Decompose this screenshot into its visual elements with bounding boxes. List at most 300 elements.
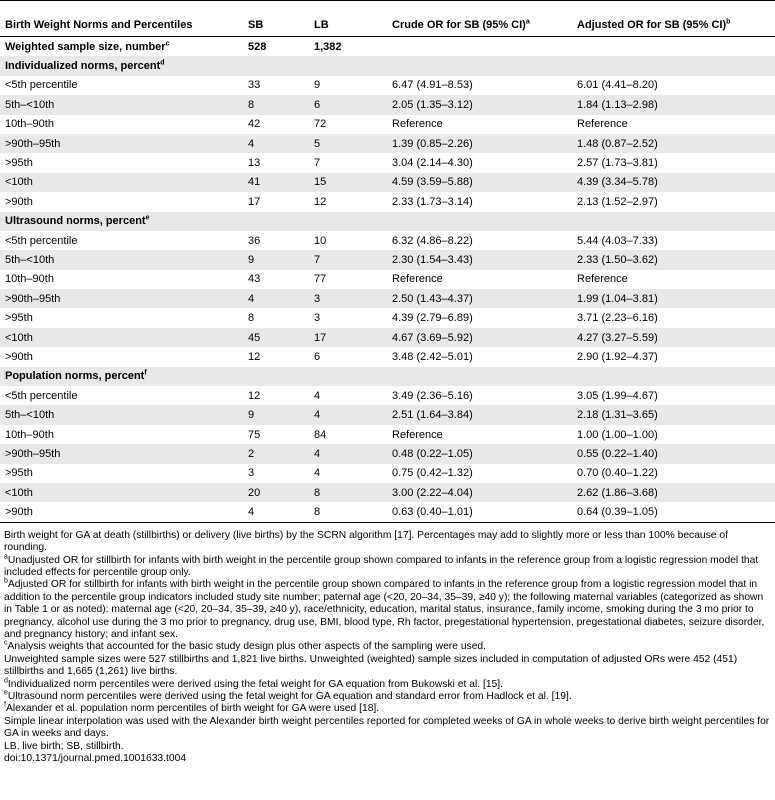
data-cell: [387, 270, 572, 289]
cell-value: 13: [248, 157, 261, 170]
cell-value: 0.55 (0.22–1.40): [577, 447, 658, 460]
footnote-marker: e: [145, 214, 150, 222]
cell-value: 15: [314, 176, 327, 189]
cell-value: 1.48 (0.87–2.52): [577, 137, 658, 150]
row-label-cell: [0, 134, 243, 153]
section-row: [0, 212, 775, 231]
data-cell: [309, 347, 387, 366]
data-cell: [387, 115, 572, 134]
row-label: >90th–95th: [5, 292, 61, 305]
cell-value: 7: [314, 157, 321, 170]
row-label: <10th: [5, 176, 33, 189]
data-cell: [572, 483, 775, 502]
data-cell: [309, 153, 387, 172]
data-cell: [387, 405, 572, 424]
row-label: >90th–95th: [5, 137, 61, 150]
data-cell: [243, 502, 309, 522]
row-label: 10th–90th: [5, 428, 54, 441]
cell-value: Reference: [577, 273, 628, 286]
cell-value: 5: [314, 137, 321, 150]
data-cell: [309, 308, 387, 327]
cell-value: 3: [314, 292, 321, 305]
data-cell: [243, 464, 309, 483]
data-cell: [243, 483, 309, 502]
data-cell: [309, 502, 387, 522]
table-row: [0, 483, 775, 502]
footnote: [4, 691, 773, 703]
footnote-text: LB, live birth; SB, stillbirth.: [4, 740, 124, 752]
row-label: <5th percentile: [5, 234, 78, 247]
footnote-text: Individualized norm percentiles were derived using the fetal weight for GA equation from Bukowski et al. [15].: [7, 678, 503, 690]
data-cell: [309, 134, 387, 153]
data-cell: [572, 367, 775, 386]
data-cell: [387, 386, 572, 405]
cell-value: 9: [248, 409, 255, 422]
row-label: >90th–95th: [5, 447, 61, 460]
data-cell: [572, 231, 775, 250]
data-cell: [387, 483, 572, 502]
data-cell: [243, 153, 309, 172]
data-cell: [243, 115, 309, 134]
cell-value: 4.27 (3.27–5.59): [577, 331, 658, 344]
section-row: [0, 56, 775, 75]
table-header: [0, 1, 775, 37]
row-label-cell: [0, 56, 243, 75]
data-cell: [309, 367, 387, 386]
data-cell: [309, 173, 387, 192]
data-cell: [572, 444, 775, 463]
footnote-marker: f: [144, 369, 147, 377]
cell-value: 33: [248, 79, 261, 92]
footnote-marker: b: [4, 577, 8, 585]
data-cell: [387, 134, 572, 153]
data-cell: [387, 289, 572, 308]
footnote-marker: c: [165, 40, 170, 48]
footnote-marker: a: [4, 553, 8, 561]
cell-value: 4.59 (3.59–5.88): [392, 176, 473, 189]
row-label-cell: [0, 76, 243, 95]
data-cell: [387, 328, 572, 347]
table-row: [0, 347, 775, 366]
data-cell: [309, 444, 387, 463]
cell-value: Reference: [392, 428, 443, 441]
cell-value: 4.67 (3.69–5.92): [392, 331, 473, 344]
footnote-text: Alexander et al. population norm percentiles of birth weight for GA were used [18].: [5, 703, 380, 715]
table-row: [0, 405, 775, 424]
data-cell: [309, 386, 387, 405]
data-cell: [387, 502, 572, 522]
row-label-cell: [0, 37, 243, 57]
row-label: <5th percentile: [5, 389, 78, 402]
footnote-text: Birth weight for GA at death (stillbirths) or delivery (live births) by the SCRN algorithm [17]. Percentages may add to slightly more or less than 100% because of rounding.: [4, 529, 728, 554]
column-header-label: LB: [314, 18, 329, 31]
cell-value: 9: [314, 79, 321, 92]
data-cell: [572, 56, 775, 75]
row-label: >90th: [5, 195, 33, 208]
data-cell: [387, 212, 572, 231]
data-cell: [572, 502, 775, 522]
cell-value: 43: [248, 273, 261, 286]
data-cell: [243, 367, 309, 386]
cell-value: 17: [314, 331, 327, 344]
data-cell: [243, 173, 309, 192]
cell-value: Reference: [392, 118, 443, 131]
footnote-text: doi:10.1371/journal.pmed.1001633.t004: [4, 753, 187, 765]
row-label-cell: [0, 308, 243, 327]
cell-value: 17: [248, 195, 261, 208]
footnote-text: Ultrasound norm percentiles were derived using the fetal weight for GA equation and standard error from Hadlock et al. [19].: [7, 691, 572, 703]
cell-value: 12: [314, 195, 327, 208]
row-label: Ultrasound norms, percent: [5, 215, 146, 228]
row-label-cell: [0, 231, 243, 250]
column-header: [309, 1, 387, 37]
data-cell: [243, 270, 309, 289]
row-label: Population norms, percent: [5, 370, 145, 383]
row-label-cell: [0, 386, 243, 405]
row-label: >90th: [5, 350, 33, 363]
row-label-cell: [0, 347, 243, 366]
cell-value: 3.04 (2.14–4.30): [392, 157, 473, 170]
data-cell: [243, 56, 309, 75]
cell-value: 3.71 (2.23–6.16): [577, 312, 658, 325]
cell-value: 2.13 (1.52–2.97): [577, 195, 658, 208]
cell-value: 3.48 (2.42–5.01): [392, 350, 473, 363]
cell-value: 1,382: [314, 40, 342, 53]
data-cell: [387, 37, 572, 57]
cell-value: 84: [314, 428, 327, 441]
footnote: [4, 555, 773, 580]
cell-value: 5.44 (4.03–7.33): [577, 234, 658, 247]
data-cell: [309, 425, 387, 444]
column-header: [572, 1, 775, 37]
data-cell: [572, 425, 775, 444]
data-cell: [572, 115, 775, 134]
cell-value: 4.39 (3.34–5.78): [577, 176, 658, 189]
cell-value: 9: [248, 253, 255, 266]
data-cell: [387, 367, 572, 386]
table-row: [0, 270, 775, 289]
data-cell: [243, 386, 309, 405]
data-cell: [243, 444, 309, 463]
data-cell: [572, 173, 775, 192]
data-cell: [309, 328, 387, 347]
data-cell: [309, 270, 387, 289]
data-cell: [309, 115, 387, 134]
cell-value: 3.00 (2.22–4.04): [392, 486, 473, 499]
cell-value: 4: [248, 506, 255, 519]
cell-value: 45: [248, 331, 261, 344]
column-header: [243, 1, 309, 37]
cell-value: 0.70 (0.40–1.22): [577, 467, 658, 480]
table-row: [0, 502, 775, 522]
data-cell: [309, 212, 387, 231]
footnote: [4, 716, 773, 741]
cell-value: Reference: [392, 273, 443, 286]
table-row: [0, 37, 775, 57]
table-row: [0, 444, 775, 463]
cell-value: 6: [314, 98, 321, 111]
footnote-text: Unadjusted OR for stillbirth for infants with birth weight in the percentile group shown compared to infants in the reference group from a logistic regression model that included effects for percentile group only.: [4, 554, 759, 578]
footnote: [4, 741, 773, 753]
data-cell: [572, 76, 775, 95]
cell-value: 6: [314, 350, 321, 363]
row-label: Weighted sample size, number: [5, 40, 166, 53]
column-header: [0, 1, 243, 37]
cell-value: 8: [248, 98, 255, 111]
table-row: [0, 250, 775, 269]
data-cell: [243, 308, 309, 327]
row-label-cell: [0, 192, 243, 211]
row-label-cell: [0, 289, 243, 308]
row-label-cell: [0, 173, 243, 192]
row-label: 5th–<10th: [5, 98, 55, 111]
cell-value: 75: [248, 428, 261, 441]
cell-value: 1.00 (1.00–1.00): [577, 428, 658, 441]
cell-value: 4: [314, 447, 321, 460]
data-cell: [572, 308, 775, 327]
data-cell: [309, 192, 387, 211]
cell-value: 2.51 (1.64–3.84): [392, 409, 473, 422]
cell-value: 1.39 (0.85–2.26): [392, 137, 473, 150]
cell-value: 6.01 (4.41–8.20): [577, 79, 658, 92]
table-row: [0, 76, 775, 95]
cell-value: 3.05 (1.99–4.67): [577, 389, 658, 402]
data-cell: [572, 192, 775, 211]
data-cell: [309, 56, 387, 75]
data-cell: [387, 444, 572, 463]
data-cell: [309, 37, 387, 57]
data-cell: [309, 76, 387, 95]
row-label-cell: [0, 328, 243, 347]
footnote: [4, 579, 773, 641]
cell-value: 2.50 (1.43–4.37): [392, 292, 473, 305]
data-cell: [572, 405, 775, 424]
footnote-marker: f: [4, 702, 6, 710]
cell-value: 1.99 (1.04–3.81): [577, 292, 658, 305]
cell-value: 3: [314, 312, 321, 325]
footnote-text: Simple linear interpolation was used with the Alexander birth weight percentiles reported for completed weeks of GA in whole weeks to derive birth weight percentiles for GA in weeks and days.: [4, 715, 770, 740]
data-cell: [309, 464, 387, 483]
footnote: [4, 654, 773, 679]
row-label: 5th–<10th: [5, 253, 55, 266]
cell-value: 4: [314, 389, 321, 402]
column-header-label: SB: [248, 18, 264, 31]
data-cell: [243, 405, 309, 424]
data-cell: [243, 231, 309, 250]
cell-value: 0.63 (0.40–1.01): [392, 506, 473, 519]
data-cell: [387, 231, 572, 250]
data-cell: [572, 95, 775, 114]
cell-value: 2.62 (1.86–3.68): [577, 486, 658, 499]
row-label-cell: [0, 502, 243, 522]
cell-value: 4.39 (2.79–6.89): [392, 312, 473, 325]
data-cell: [387, 250, 572, 269]
data-cell: [572, 212, 775, 231]
data-cell: [309, 250, 387, 269]
column-header-label: Birth Weight Norms and Percentiles: [5, 18, 193, 31]
table-body: [0, 37, 775, 523]
row-label: 10th–90th: [5, 273, 54, 286]
data-cell: [243, 134, 309, 153]
footnote-marker: a: [525, 17, 530, 25]
footnote-text: Adjusted OR for stillbirth for infants with birth weight in the percentile group shown compared to infants in the reference group from a logistic regression model that in addition to the percentile group indicators included study site number; paternal age (<20, 20–34, 35–39, ≥40 y); the following maternal variables (categorized as shown in Table 1 or as noted): maternal age (<20, 20–34, 35–39, ≥40 y), race/ethnicity, education, marital status, insurance, family income, smoking during the 3 mo prior to pregnancy, alcohol use during the 3 mo prior to pregnancy, drug use, BMI, blood type, Rh factor, pregestational hypertension, pregestational diabetes, seizure disorder, and pregnancy history; and infant sex.: [4, 579, 765, 641]
table-row: [0, 153, 775, 172]
data-cell: [387, 347, 572, 366]
cell-value: 77: [314, 273, 327, 286]
cell-value: 4: [248, 292, 255, 305]
row-label: Individualized norms, percent: [5, 60, 161, 73]
row-label: >95th: [5, 157, 33, 170]
data-cell: [387, 173, 572, 192]
cell-value: 0.75 (0.42–1.32): [392, 467, 473, 480]
row-label: >95th: [5, 467, 33, 480]
data-cell: [243, 347, 309, 366]
table-row: [0, 192, 775, 211]
cell-value: 8: [314, 486, 321, 499]
table-row: [0, 134, 775, 153]
footnote: [4, 753, 773, 765]
data-cell: [243, 250, 309, 269]
cell-value: 1.84 (1.13–2.98): [577, 98, 658, 111]
cell-value: 4: [314, 409, 321, 422]
cell-value: 2.05 (1.35–3.12): [392, 98, 473, 111]
data-cell: [243, 76, 309, 95]
table-row: [0, 328, 775, 347]
column-header: [387, 1, 572, 37]
data-cell: [243, 425, 309, 444]
table-row: [0, 289, 775, 308]
data-cell: [243, 212, 309, 231]
table-footnotes: [0, 523, 775, 766]
data-cell: [309, 95, 387, 114]
row-label-cell: [0, 115, 243, 134]
table-row: [0, 425, 775, 444]
cell-value: 2: [248, 447, 255, 460]
row-label: <10th: [5, 331, 33, 344]
table-row: [0, 386, 775, 405]
footnote-marker: d: [4, 677, 8, 685]
data-cell: [572, 37, 775, 57]
data-cell: [387, 464, 572, 483]
row-label-cell: [0, 270, 243, 289]
data-cell: [387, 308, 572, 327]
table-row: [0, 231, 775, 250]
row-label-cell: [0, 153, 243, 172]
data-cell: [309, 289, 387, 308]
cell-value: 4: [248, 137, 255, 150]
table-row: [0, 115, 775, 134]
cell-value: 2.90 (1.92–4.37): [577, 350, 658, 363]
header-row: [0, 1, 775, 37]
cell-value: 528: [248, 40, 267, 53]
data-cell: [572, 328, 775, 347]
table-row: [0, 173, 775, 192]
cell-value: 72: [314, 118, 327, 131]
footnote: [4, 530, 773, 555]
footnote-text: Analysis weights that accounted for the basic study design plus other aspects of the sampling were used.: [7, 641, 487, 653]
data-cell: [572, 250, 775, 269]
footnote-text: Unweighted sample sizes were 527 stillbirths and 1,821 live births. Unweighted (weighted) sample sizes included in computation of adjusted ORs were 452 (451) stillbirths and 1,665 (1,261) live births.: [4, 653, 738, 678]
cell-value: 6.32 (4.86–8.22): [392, 234, 473, 247]
data-cell: [387, 192, 572, 211]
cell-value: 0.48 (0.22–1.05): [392, 447, 473, 460]
data-cell: [387, 76, 572, 95]
data-cell: [309, 231, 387, 250]
data-cell: [243, 289, 309, 308]
footnote-marker: b: [726, 17, 731, 25]
data-cell: [387, 56, 572, 75]
footnote: [4, 679, 773, 691]
cell-value: 12: [248, 350, 261, 363]
data-cell: [309, 405, 387, 424]
footnote: [4, 703, 773, 715]
cell-value: 7: [314, 253, 321, 266]
cell-value: 20: [248, 486, 261, 499]
data-cell: [387, 425, 572, 444]
row-label-cell: [0, 405, 243, 424]
cell-value: 4: [314, 467, 321, 480]
row-label: >95th: [5, 312, 33, 325]
footnote-marker: d: [160, 59, 165, 67]
cell-value: 6.47 (4.91–8.53): [392, 79, 473, 92]
row-label: <10th: [5, 486, 33, 499]
table-row: [0, 95, 775, 114]
row-label-cell: [0, 425, 243, 444]
cell-value: 41: [248, 176, 261, 189]
row-label-cell: [0, 444, 243, 463]
row-label-cell: [0, 367, 243, 386]
row-label: >90th: [5, 506, 33, 519]
cell-value: 2.57 (1.73–3.81): [577, 157, 658, 170]
cell-value: 10: [314, 234, 327, 247]
cell-value: 3.49 (2.36–5.16): [392, 389, 473, 402]
footnote-marker: c: [4, 640, 8, 647]
row-label-cell: [0, 212, 243, 231]
cell-value: 3: [248, 467, 255, 480]
section-row: [0, 367, 775, 386]
data-cell: [572, 134, 775, 153]
row-label: 5th–<10th: [5, 409, 55, 422]
data-cell: [572, 270, 775, 289]
column-header-label: Crude OR for SB (95% CI): [392, 18, 526, 31]
cell-value: 2.33 (1.50–3.62): [577, 253, 658, 266]
data-cell: [572, 464, 775, 483]
cell-value: 12: [248, 389, 261, 402]
data-cell: [243, 192, 309, 211]
data-cell: [243, 328, 309, 347]
footnote: [4, 641, 773, 653]
row-label-cell: [0, 250, 243, 269]
row-label: 10th–90th: [5, 118, 54, 131]
table-row: [0, 308, 775, 327]
cell-value: 2.33 (1.73–3.14): [392, 195, 473, 208]
row-label-cell: [0, 95, 243, 114]
cell-value: 2.30 (1.54–3.43): [392, 253, 473, 266]
cell-value: 0.64 (0.39–1.05): [577, 506, 658, 519]
cell-value: 8: [314, 506, 321, 519]
table-row: [0, 464, 775, 483]
data-cell: [309, 483, 387, 502]
data-cell: [243, 37, 309, 57]
data-cell: [387, 95, 572, 114]
cell-value: 2.18 (1.31–3.65): [577, 409, 658, 422]
data-cell: [572, 347, 775, 366]
row-label: <5th percentile: [5, 79, 78, 92]
data-cell: [572, 153, 775, 172]
cell-value: 36: [248, 234, 261, 247]
cell-value: 8: [248, 312, 255, 325]
cell-value: 42: [248, 118, 261, 131]
